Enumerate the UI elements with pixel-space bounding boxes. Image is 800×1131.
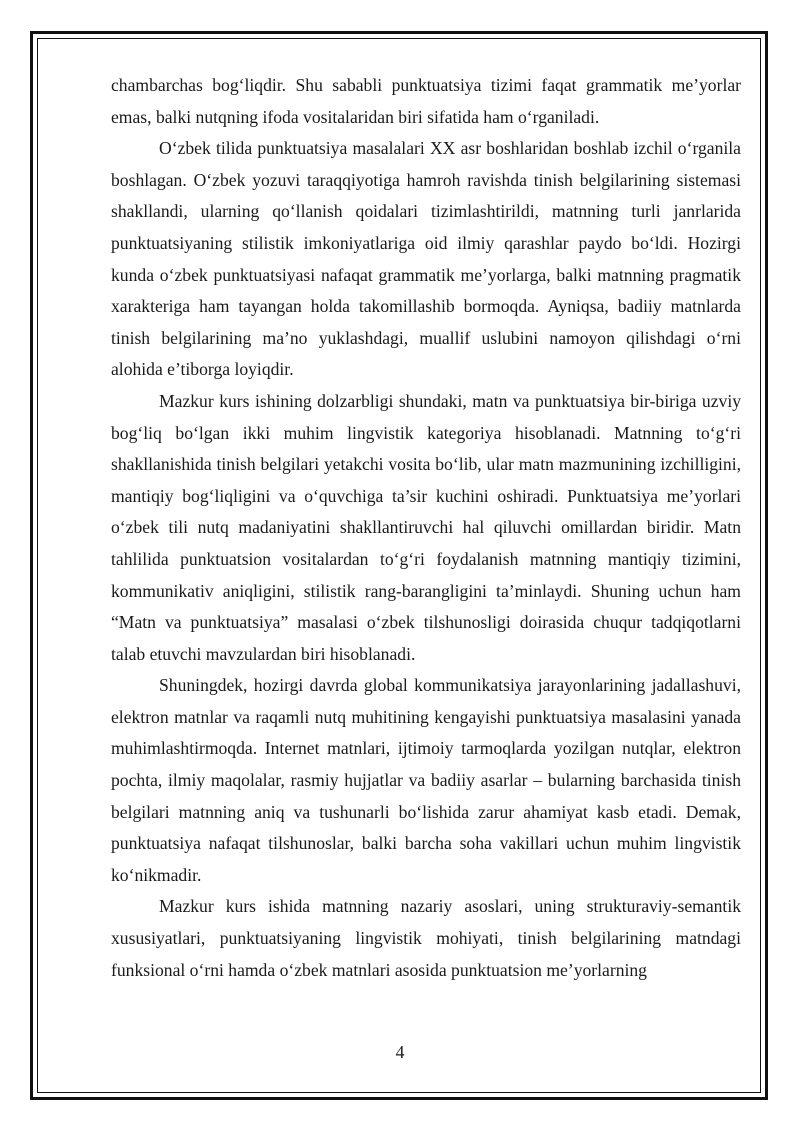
- paragraph-course-scope: Mazkur kurs ishida matnning nazariy asoslari, uning strukturaviy-semantik xususiyatlari, punktuatsiyaning lingvistik mohiyati, tinish belgilarining matndagi funksional o‘rni hamda o‘zbek matnlari asosida punktuatsion me’yorlarning: [111, 896, 741, 980]
- page-number: 4: [395, 1042, 405, 1062]
- paragraph-global-communication: Shuningdek, hozirgi davrda global kommunikatsiya jarayonlarining jadallashuvi, elektron matnlar va raqamli nutq muhitining kengayishi punktuatsiya masalasini yanada muhimlashtirmoqda. Internet matnlari, ijtimoiy tarmoqlarda yozilgan nutqlar, elektron pochta, ilmiy maqolalar, rasmiy hujjatlar va badiiy asarlar – bularning barchasida tinish belgilari matnning aniq va tushunarli bo‘lishida zarur ahamiyat kasb etadi. Demak, punktuatsiya nafaqat tilshunoslar, balki barcha soha vakillari uchun muhim lingvistik ko‘nikmadir.: [111, 675, 741, 885]
- paragraph-punctuation-history: O‘zbek tilida punktuatsiya masalalari XX asr boshlaridan boshlab izchil o‘rganila boshlagan. O‘zbek yozuvi taraqqiyotiga hamroh ravishda tinish belgilarining sistemasi shakllandi, ularning qo‘llanish qoidalari tizimlashtirildi, matnning turli janrlarida punktuatsiyaning stilistik imkoniyatlariga oid ilmiy qarashlar paydo bo‘ldi. Hozirgi kunda o‘zbek punktuatsiyasi nafaqat grammatik me’yorlarga, balki matnning pragmatik xarakteriga ham tayangan holda takomillashib bormoqda. Ayniqsa, badiiy matnlarda tinish belgilarining ma’no yuklashdagi, muallif uslubini namoyon qilishdagi o‘rni alohida e’tiborga loyiqdir.: [111, 138, 741, 380]
- document-body: [111, 70, 741, 986]
- paragraph-relevance: Mazkur kurs ishining dolzarbligi shundaki, matn va punktuatsiya bir-biriga uzviy bog‘liq bo‘lgan ikki muhim lingvistik kategoriya hisoblanadi. Matnning to‘g‘ri shakllanishida tinish belgilari yetakchi vosita bo‘lib, ular matn mazmunining izchilligini, mantiqiy bog‘liqligini va o‘quvchiga ta’sir kuchini oshiradi. Punktuatsiya me’yorlari o‘zbek tili nutq madaniyatini shakllantiruvchi hal qiluvchi omillardan biridir. Matn tahlilida punktuatsion vositalardan to‘g‘ri foydalanish matnning mantiqiy tizimini, kommunikativ aniqligini, stilistik rang-barangligini ta’minlaydi. Shuning uchun ham “Matn va punktuatsiya” masalasi o‘zbek tilshunosligi doirasida chuqur tadqiqotlarni talab etuvchi mavzulardan biri hisoblanadi.: [111, 390, 741, 664]
- paragraph-continuation: chambarchas bog‘liqdir. Shu sababli punktuatsiya tizimi faqat grammatik me’yorlar emas, balki nutqning ifoda vositalaridan biri sifatida ham o‘rganiladi.: [111, 75, 741, 127]
